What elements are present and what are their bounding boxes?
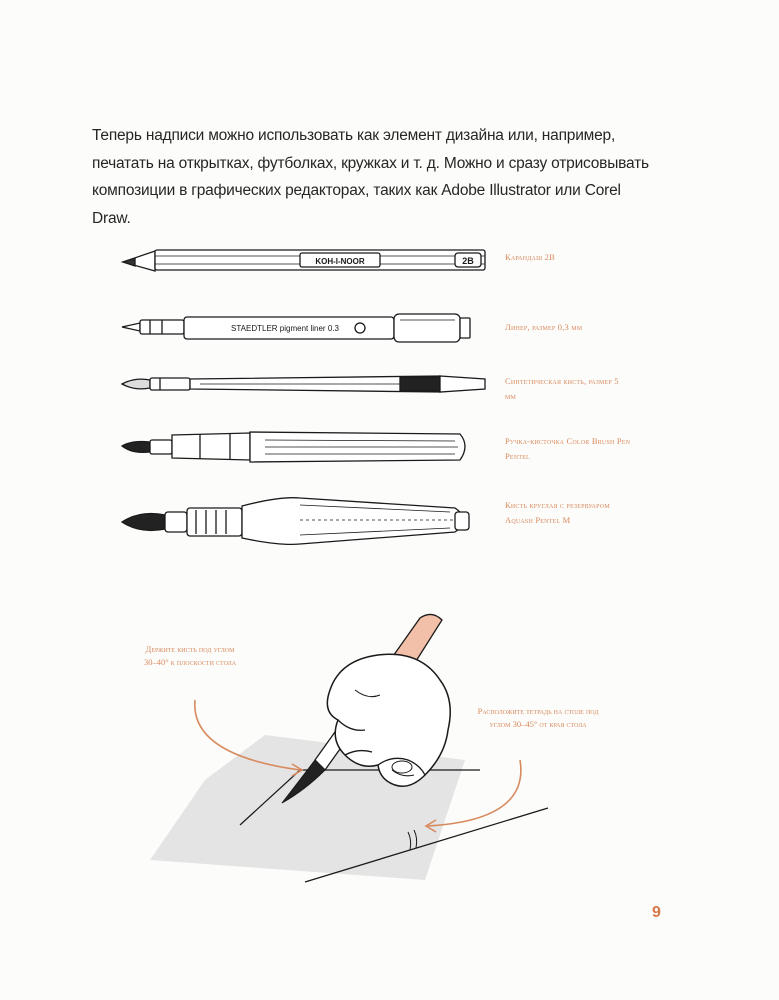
tool-label-brush-pen: Ручка-кисточка Color Brush Pen Pentel [505, 436, 631, 461]
body-paragraph: Теперь надписи можно использовать как элемент дизайна или, например, печатать на открытках, футболках, кружках и т. д. Можно и сразу отрисовывать композиции в графических редакторах, таких как Adobe Illustrator или Corel Draw. [92, 127, 649, 227]
pencil-grade: 2B [462, 256, 474, 266]
page-number: 9 [652, 904, 661, 921]
callout-brush-angle: Держите кисть под углом 30–40° к плоскости стола [143, 644, 237, 667]
tool-label-water-brush: Кисть круглая с резервуаром Aquash Pentel M [505, 500, 610, 525]
pencil-imprint: KOH-I-NOOR [315, 257, 365, 266]
tool-label-synthetic-brush: Синтетическая кисть, размер 5 мм [505, 376, 619, 401]
tool-label-liner: Линер, размер 0,3 мм [505, 322, 583, 332]
tool-label-pencil: Карандаш 2B [505, 252, 555, 262]
liner-imprint: STAEDTLER pigment liner 0.3 [231, 324, 339, 333]
callout-notebook-angle: Расположите тетрадь на столе под углом 30–45° от края стола [477, 706, 599, 729]
